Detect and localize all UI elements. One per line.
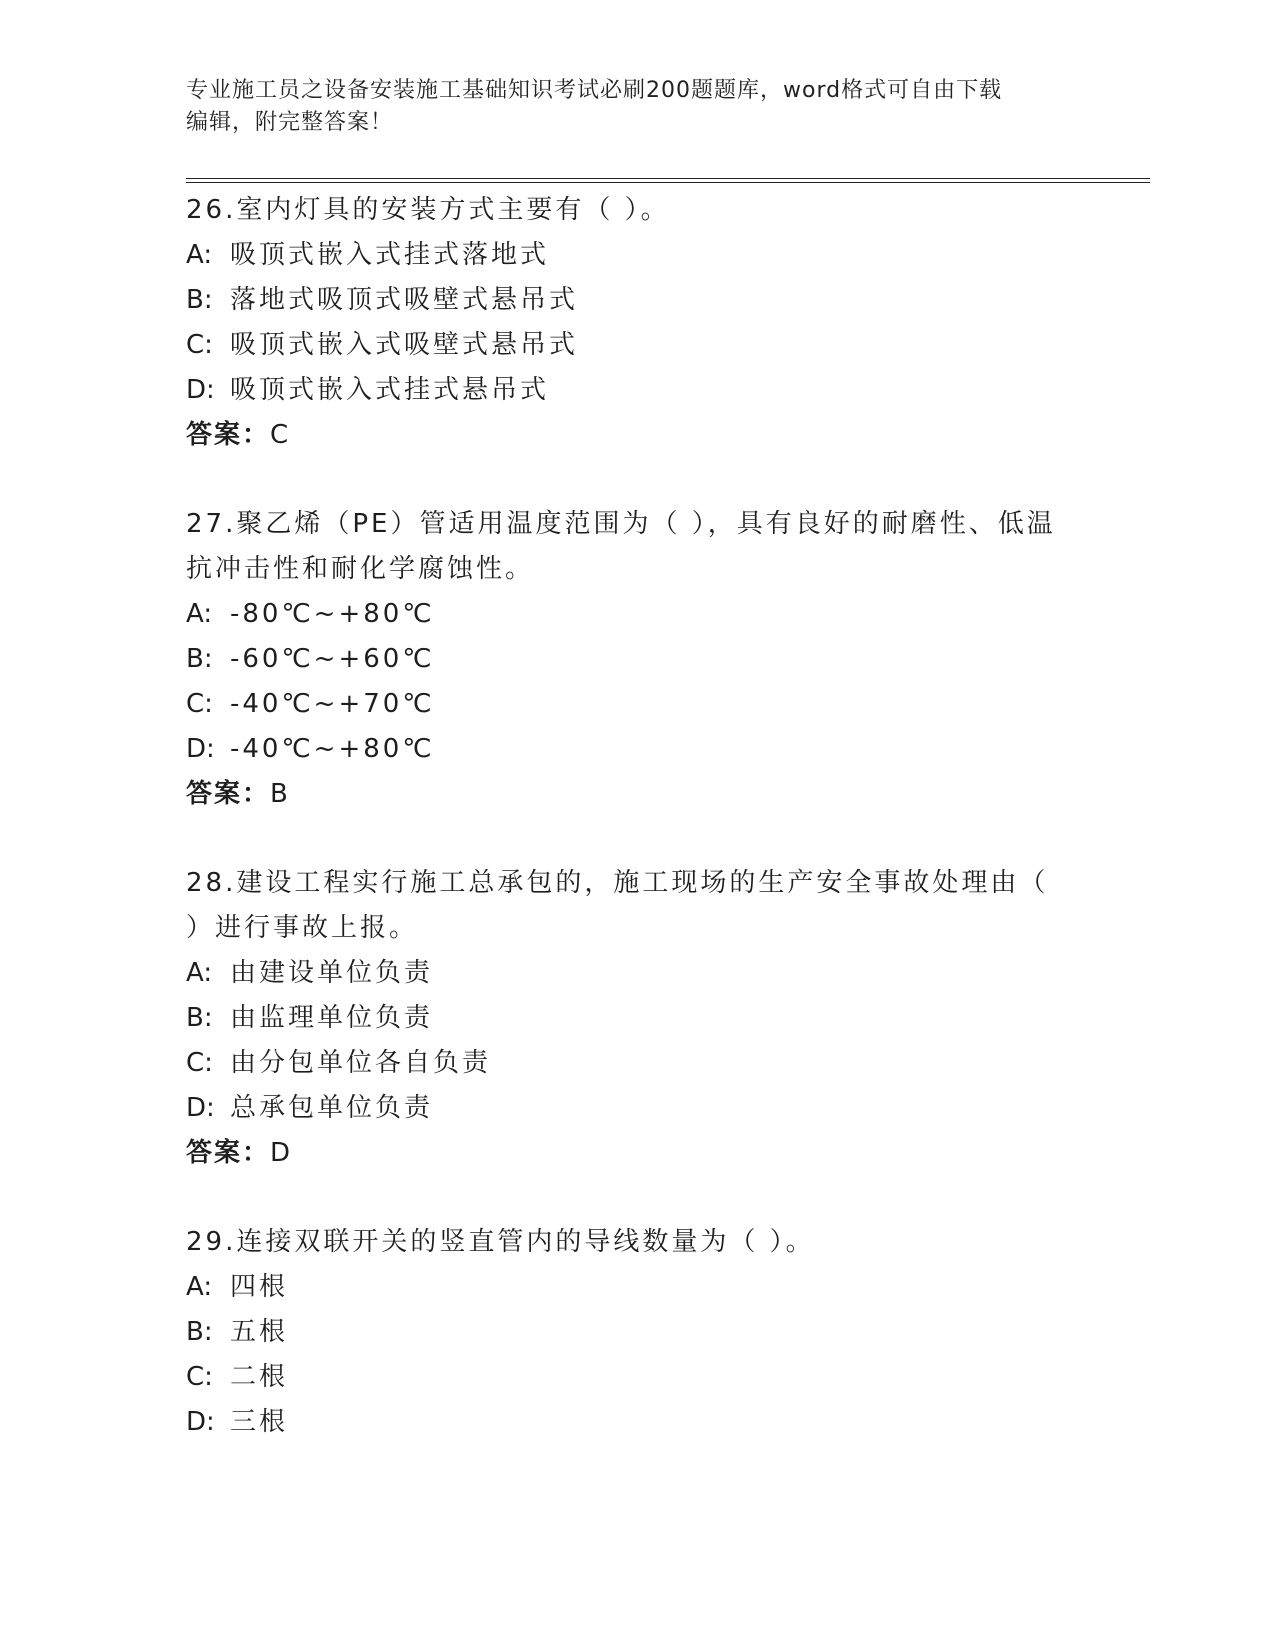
answer-label: 答案： <box>186 420 271 450</box>
answer-line <box>186 413 1066 458</box>
option-text: 落地式吸顶式吸壁式悬吊式 <box>230 285 579 315</box>
answer-option <box>186 996 1066 1041</box>
answer-option <box>186 951 1066 996</box>
option-letter: B: <box>186 1003 213 1033</box>
answer-option <box>186 727 1066 772</box>
option-text: -40℃~+70℃ <box>230 689 435 719</box>
answer-option <box>186 1086 1066 1131</box>
option-letter: C: <box>186 1048 213 1078</box>
answer-option <box>186 368 1066 413</box>
answer-label: 答案： <box>186 779 271 809</box>
option-text: -40℃~+80℃ <box>230 734 435 764</box>
option-text: -60℃~+60℃ <box>230 644 435 674</box>
answer-option <box>186 1265 1066 1310</box>
option-letter: D: <box>186 734 215 764</box>
option-letter: A: <box>186 958 213 988</box>
option-text: 总承包单位负责 <box>230 1093 434 1123</box>
option-letter: C: <box>186 330 213 360</box>
option-letter: B: <box>186 1317 213 1347</box>
question-block <box>186 1220 1066 1445</box>
answer-option <box>186 233 1066 278</box>
question-text-line: 27.聚乙烯（PE）管适用温度范围为（ ），具有良好的耐磨性、低温 <box>186 509 1056 539</box>
question-block <box>186 861 1066 1176</box>
answer-line <box>186 1131 1066 1176</box>
question-text-line: ）进行事故上报。 <box>186 913 419 943</box>
answer-option <box>186 1355 1066 1400</box>
question-text-line: 抗冲击性和耐化学腐蚀性。 <box>186 554 535 584</box>
option-letter: A: <box>186 240 213 270</box>
option-letter: B: <box>186 644 213 674</box>
header-title-line2: 编辑，附完整答案！ <box>186 110 394 135</box>
answer-option <box>186 323 1066 368</box>
question-block <box>186 188 1066 458</box>
answer-option <box>186 1400 1066 1445</box>
header-title-line1: 专业施工员之设备安装施工基础知识考试必刷200题题库，word格式可自由下载 <box>186 78 1003 103</box>
question-text <box>186 502 1066 592</box>
document-header <box>186 75 1066 139</box>
option-text: 五根 <box>230 1317 289 1347</box>
question-text <box>186 861 1066 951</box>
option-letter: A: <box>186 1272 213 1302</box>
answer-value: B <box>270 779 288 809</box>
option-letter: D: <box>186 1093 215 1123</box>
option-text: 四根 <box>230 1272 289 1302</box>
answer-label: 答案： <box>186 1138 271 1168</box>
answer-line <box>186 772 1066 817</box>
option-text: 二根 <box>230 1362 289 1392</box>
option-letter: D: <box>186 375 215 405</box>
header-divider-bottom <box>186 182 1150 183</box>
option-text: -80℃~+80℃ <box>230 599 435 629</box>
option-text: 由监理单位负责 <box>230 1003 434 1033</box>
answer-option <box>186 682 1066 727</box>
question-text-line: 29.连接双联开关的竖直管内的导线数量为（ ）。 <box>186 1227 815 1257</box>
header-divider-top <box>186 178 1150 179</box>
answer-value: D <box>270 1138 291 1168</box>
answer-option <box>186 1310 1066 1355</box>
question-text-line: 26.室内灯具的安装方式主要有（ ）。 <box>186 195 670 225</box>
question-list <box>186 188 1066 1489</box>
option-letter: A: <box>186 599 213 629</box>
option-text: 由建设单位负责 <box>230 958 434 988</box>
option-text: 吸顶式嵌入式吸壁式悬吊式 <box>230 330 579 360</box>
answer-option <box>186 278 1066 323</box>
option-letter: D: <box>186 1407 215 1437</box>
question-text <box>186 188 1066 233</box>
option-letter: C: <box>186 1362 213 1392</box>
answer-option <box>186 1041 1066 1086</box>
option-text: 由分包单位各自负责 <box>230 1048 492 1078</box>
option-text: 三根 <box>230 1407 289 1437</box>
option-text: 吸顶式嵌入式挂式落地式 <box>230 240 550 270</box>
answer-option <box>186 592 1066 637</box>
question-block <box>186 502 1066 817</box>
option-letter: C: <box>186 689 213 719</box>
question-text-line: 28.建设工程实行施工总承包的，施工现场的生产安全事故处理由（ <box>186 868 1049 898</box>
answer-option <box>186 637 1066 682</box>
question-text <box>186 1220 1066 1265</box>
option-letter: B: <box>186 285 213 315</box>
answer-value: C <box>270 420 289 450</box>
option-text: 吸顶式嵌入式挂式悬吊式 <box>230 375 550 405</box>
